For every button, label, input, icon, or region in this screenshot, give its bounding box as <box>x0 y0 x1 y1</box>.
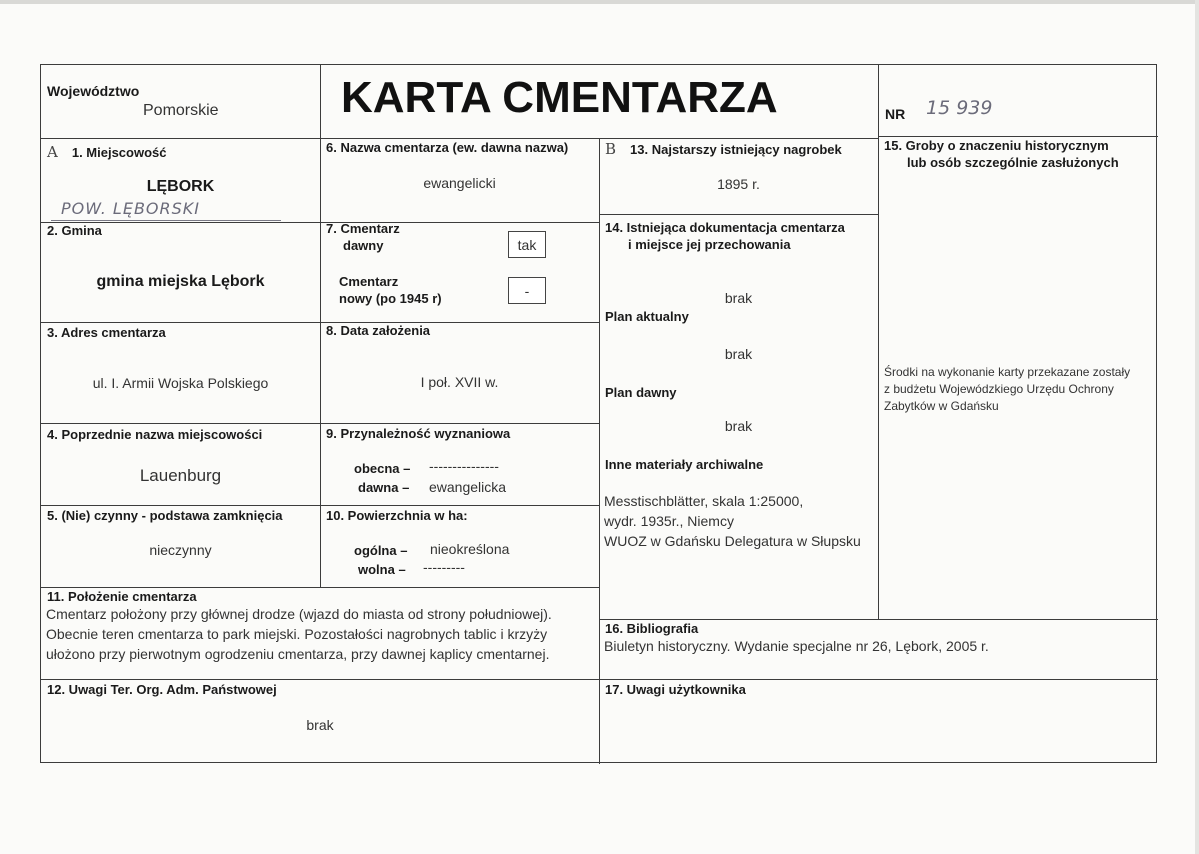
cemetery-name-value: ewangelicki <box>423 175 496 191</box>
funding-note <box>884 364 1130 415</box>
active-status-label: 5. (Nie) czynny - podstawa zamknięcia <box>47 508 283 523</box>
current-denomination-value: --------------- <box>429 458 499 474</box>
denomination-label: 9. Przynależność wyznaniowa <box>326 426 511 441</box>
new-cemetery-field: - <box>508 277 546 304</box>
current-denomination-label: obecna – <box>354 461 411 476</box>
location-label: 11. Położenie cmentarza <box>47 589 197 604</box>
total-area-label: ogólna – <box>354 543 408 558</box>
location-line: Cmentarz położony przy głównej drodze (wjazd do miasta od strony południowej). <box>46 606 552 622</box>
locality-handwritten-note: POW. LĘBORSKI <box>61 199 201 218</box>
section-letter-b: B <box>605 140 617 158</box>
total-area-value: nieokreślona <box>430 541 510 557</box>
address-label: 3. Adres cmentarza <box>47 325 166 340</box>
free-area-label: wolna – <box>358 562 406 577</box>
oldest-tombstone-value: 1895 r. <box>717 176 760 192</box>
documentation-label: 14. Istniejąca dokumentacja cmentarza <box>605 220 845 235</box>
cemetery-name-label: 6. Nazwa cmentarza (ew. dawna nazwa) <box>326 140 569 155</box>
address-value: ul. I. Armii Wojska Polskiego <box>92 375 269 391</box>
other-materials-line: WUOZ w Gdańsku Delegatura w Słupsku <box>604 533 861 549</box>
voivodeship-value: Pomorskie <box>143 102 219 119</box>
commune-value: gmina miejska Lębork <box>96 273 265 290</box>
divider <box>41 505 599 506</box>
divider <box>599 138 600 764</box>
oldest-tombstone-label-text: 13. Najstarszy istniejący nagrobek <box>630 142 842 157</box>
bibliography-label: 16. Bibliografia <box>605 621 699 636</box>
other-materials-line: Messtischblätter, skala 1:25000, <box>604 493 804 509</box>
divider <box>41 423 599 424</box>
area-label: 10. Powierzchnia w ha: <box>326 508 468 523</box>
divider <box>320 65 321 587</box>
funding-line: Środki na wykonanie karty przekazane zostały <box>884 365 1131 379</box>
divider <box>41 679 1158 680</box>
old-plan-label: Plan dawny <box>605 385 677 400</box>
scan-edge-right <box>1195 0 1199 854</box>
scan-edge-top <box>0 0 1199 4</box>
oldest-tombstone-label <box>605 140 842 158</box>
documentation-label-2: i miejsce jej przechowania <box>628 237 791 252</box>
new-cemetery-label: Cmentarz <box>339 274 399 289</box>
former-denomination-value: ewangelicka <box>429 479 507 495</box>
section-letter-a: A <box>47 143 58 161</box>
divider <box>41 587 599 588</box>
funding-line: z budżetu Wojewódzkiego Urzędu Ochrony <box>884 382 1114 396</box>
previous-names-value: Lauenburg <box>139 466 222 485</box>
founded-label: 8. Data założenia <box>326 323 431 338</box>
current-plan-label: Plan aktualny <box>605 309 689 324</box>
cemetery-card-form <box>40 64 1157 763</box>
active-status-value: nieczynny <box>149 542 212 558</box>
location-line: ułożono przy pierwotnym ogrodzeniu cmentarza, przy dawnej kaplicy cmentarnej. <box>46 646 550 662</box>
locality-label-text: 1. Miejscowość <box>71 145 167 160</box>
previous-names-label: 4. Poprzednie nazwa miejscowości <box>47 427 263 442</box>
locality-label <box>47 143 167 161</box>
old-plan-value: brak <box>724 418 753 434</box>
page-title: KARTA CMENTARZA <box>341 73 778 122</box>
commune-label: 2. Gmina <box>47 223 102 238</box>
old-cemetery-label: dawny <box>343 238 384 253</box>
old-cemetery-field: tak <box>508 231 546 258</box>
divider <box>878 65 879 619</box>
divider <box>41 322 599 323</box>
new-cemetery-label-2: nowy (po 1945 r) <box>339 291 442 306</box>
documentation-value: brak <box>724 290 753 306</box>
location-line: Obecnie teren cmentarza to park miejski. Pozostałości nagrobnych tablic i krzyży <box>46 626 548 642</box>
nr-label: NR <box>885 106 906 122</box>
locality-value: LĘBORK <box>146 178 215 195</box>
other-materials-label: Inne materiały archiwalne <box>605 457 764 472</box>
location-text <box>46 604 552 664</box>
free-area-value: --------- <box>423 559 465 575</box>
handwritten-underline <box>51 220 281 221</box>
funding-line: Zabytków w Gdańsku <box>884 399 999 413</box>
cemetery-type-label: 7. Cmentarz <box>326 221 400 236</box>
graves-label-2: lub osób szczególnie zasłużonych <box>907 155 1119 170</box>
current-plan-value: brak <box>724 346 753 362</box>
admin-remarks-label: 12. Uwagi Ter. Org. Adm. Państwowej <box>47 682 277 697</box>
nr-value: 15 939 <box>926 97 993 119</box>
voivodeship-label: Województwo <box>47 83 140 99</box>
divider <box>599 214 878 215</box>
divider <box>41 138 878 139</box>
bibliography-value: Biuletyn historyczny. Wydanie specjalne nr 26, Lębork, 2005 r. <box>604 638 989 654</box>
divider <box>599 619 1158 620</box>
user-remarks-label: 17. Uwagi użytkownika <box>605 682 746 697</box>
other-materials-text <box>604 491 861 551</box>
other-materials-line: wydr. 1935r., Niemcy <box>604 513 734 529</box>
graves-label: 15. Groby o znaczeniu historycznym <box>884 138 1109 153</box>
divider <box>878 136 1158 137</box>
admin-remarks-value: brak <box>306 717 334 733</box>
former-denomination-label: dawna – <box>358 480 410 495</box>
founded-value: I poł. XVII w. <box>420 374 499 390</box>
